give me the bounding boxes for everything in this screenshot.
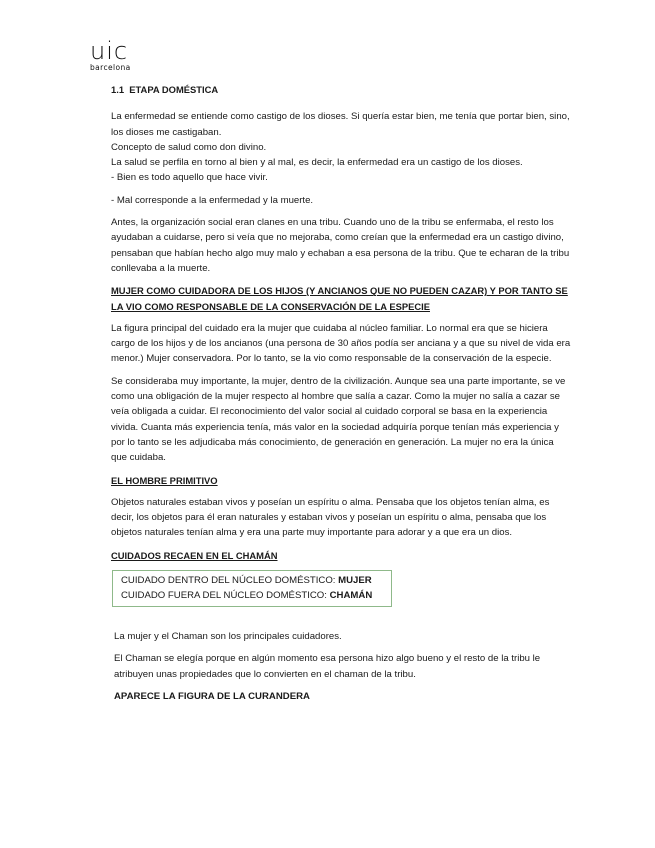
uic-logo	[90, 37, 131, 72]
intro-paragraph-1: La enfermedad se entiende como castigo de los dioses. Si quería estar bien, me tenía que portar bien, sino, los dioses me castigaban.	[111, 111, 570, 138]
heading-hombre-primitivo: EL HOMBRE PRIMITIVO	[111, 474, 218, 486]
box-line-fuera	[121, 589, 383, 604]
section-title-text: ETAPA DOMÉSTICA	[129, 84, 219, 95]
mujer-paragraph-2: Se consideraba muy importante, la mujer, dentro de la civilización. Aunque sea una parte importante, se ve como una obligación de la mujer respecto al hombre que salía a cazar. Como la mujer no salía a cazar se veía obligada a cuidar. El reconocimiento del valor social al cuidado corporal se basa en la experiencia vivida. Cuanta más experiencia tenía, más valor en la sociedad adquiría porque tenían más experiencia y por lo tanto se les adjudicaba más conocimiento, de generación en generación. La mujer no era la única que cuidaba.	[111, 375, 566, 464]
chaman-paragraph-2: El Chaman se elegía porque en algún momento esa persona hizo algo bueno y el resto de la tribu le atribuyen unas propiedades que lo convierten en el chaman de la tribu.	[114, 653, 541, 680]
document-body	[111, 82, 571, 704]
box-line2-value: CHAMÁN	[329, 589, 373, 601]
intro-paragraph-2: Concepto de salud como don divino.	[111, 141, 267, 153]
heading-curandera: APARECE LA FIGURA DE LA CURANDERA	[114, 690, 310, 702]
heading-mujer: MUJER COMO CUIDADORA DE LOS HIJOS (Y ANCIANOS QUE NO PUEDEN CAZAR) Y POR TANTO SE LA VIO COMO RESPONSABLE DE LA CONSERVACIÓN DE LA ESPECIE	[111, 285, 568, 312]
intro-paragraph-clanes: Antes, la organización social eran clanes en una tribu. Cuando uno de la tribu se enfermaba, el resto los ayudaban a cuidarse, pero si veía que no mejoraba, como creían que la enfermedad era un castigo divino, pensaban que habían hecho algo muy malo y echaban a esa persona de la tribu. Que te echaran de la tribu conllevaba a la muerte.	[111, 217, 570, 274]
cuidado-info-box	[112, 570, 392, 607]
box-line-dentro	[121, 574, 383, 589]
intro-paragraph-3: La salud se perfila en torno al bien y al mal, es decir, la enfermedad era un castigo de los dioses.	[111, 157, 523, 169]
box-line1-value: MUJER	[338, 575, 372, 587]
logo-subtitle: barcelona	[90, 63, 131, 72]
intro-bullet-bien: - Bien es todo aquello que hace vivir.	[111, 172, 268, 184]
chaman-paragraph-1: La mujer y el Chaman son los principales cuidadores.	[114, 631, 342, 643]
heading-chaman: CUIDADOS RECAEN EN EL CHAMÁN	[111, 549, 278, 561]
section-title	[111, 82, 571, 97]
section-number: 1.1	[111, 84, 125, 95]
mujer-paragraph-1: La figura principal del cuidado era la mujer que cuidaba al núcleo familiar. Lo normal era que se hiciera cargo de los hijos y de los ancianos (una persona de 30 años podía ser anciana y a que su nivel de vida era menor.) Mujer conservadora. Por lo tanto, se la vio como responsable de la conservación de la especie.	[111, 322, 571, 365]
box-line1-label: CUIDADO DENTRO DEL NÚCLEO DOMÉSTICO:	[121, 575, 336, 587]
intro-bullet-mal: - Mal corresponde a la enfermedad y la muerte.	[111, 194, 314, 206]
hombre-paragraph-1: Objetos naturales estaban vivos y poseían un espíritu o alma. Pensaba que los objetos tenían alma, es decir, los objetos para él eran naturales y estaban vivos y poseían un espíritu o alma, pensaba que los objetos naturales tenían alma y era una parte muy importante para adorar y a que era un dios.	[111, 496, 550, 539]
box-line2-label: CUIDADO FUERA DEL NÚCLEO DOMÉSTICO:	[121, 589, 327, 601]
logo-wordmark: uic	[90, 37, 129, 65]
